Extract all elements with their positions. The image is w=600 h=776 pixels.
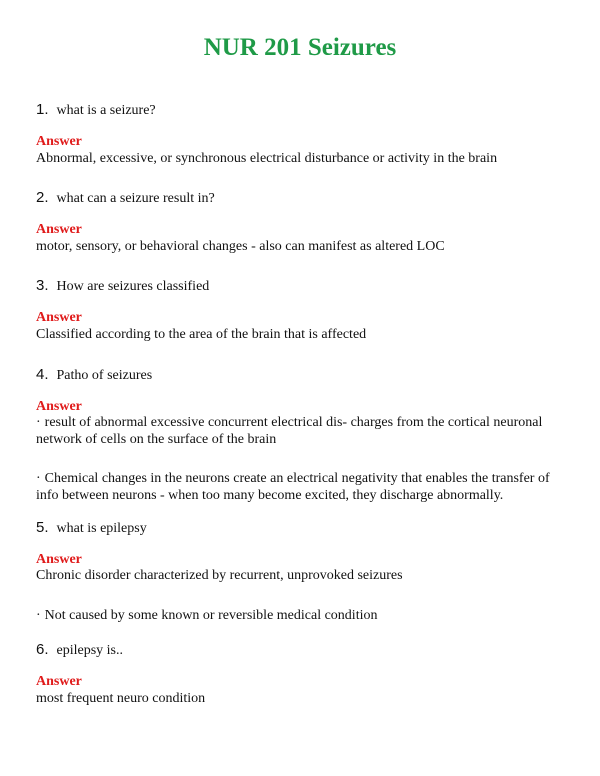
question-text: what is a seizure? xyxy=(56,103,156,118)
question-text: what is epilepsy xyxy=(56,521,147,536)
answer-line: most frequent neuro condition xyxy=(36,691,206,706)
answer-line: motor, sensory, or behavioral changes - also can manifest as altered LOC xyxy=(36,239,445,254)
question-number: 5. xyxy=(36,519,49,536)
answer-line: Classified according to the area of the brain that is affected xyxy=(36,327,367,342)
bullet-icon: · xyxy=(36,608,41,623)
question-5 xyxy=(36,520,147,537)
question-text: Patho of seizures xyxy=(56,368,153,383)
answer-label: Answer xyxy=(36,310,82,325)
answer-text xyxy=(36,567,556,584)
answer-label: Answer xyxy=(36,399,82,414)
answer-text xyxy=(36,414,556,448)
question-6 xyxy=(36,642,123,659)
page-title: NUR 201 Seizures xyxy=(203,34,397,61)
question-number: 3. xyxy=(36,277,49,294)
bullet-icon: · xyxy=(36,415,41,430)
question-3 xyxy=(36,278,209,295)
answer-label: Answer xyxy=(36,222,82,237)
answer-text xyxy=(36,607,556,624)
answer-label: Answer xyxy=(36,552,82,567)
answer-text xyxy=(36,238,556,255)
question-2 xyxy=(36,190,215,207)
question-number: 1. xyxy=(36,101,49,118)
answer-text xyxy=(36,150,556,167)
answer-line: Not caused by some known or reversible medical condition xyxy=(44,608,378,623)
answer-label: Answer xyxy=(36,134,82,149)
question-number: 6. xyxy=(36,641,49,658)
answer-text xyxy=(36,690,556,707)
question-number: 2. xyxy=(36,189,49,206)
answer-line: result of abnormal excessive concurrent electrical dis- charges from the cortical neuronal network of cells on the surface of the brain xyxy=(36,415,543,447)
question-text: How are seizures classified xyxy=(56,279,210,294)
answer-line: Chemical changes in the neurons create an electrical negativity that enables the transfer of info between neurons - when too many become excited, they discharge abnormally. xyxy=(36,471,550,503)
answer-line: Abnormal, excessive, or synchronous electrical disturbance or activity in the brain xyxy=(36,151,498,166)
question-text: what can a seizure result in? xyxy=(56,191,215,206)
answer-line: Chronic disorder characterized by recurrent, unprovoked seizures xyxy=(36,568,403,583)
bullet-icon: · xyxy=(36,471,41,486)
answer-label: Answer xyxy=(36,674,82,689)
question-number: 4. xyxy=(36,366,49,383)
question-4 xyxy=(36,367,152,384)
question-1 xyxy=(36,102,156,119)
question-text: epilepsy is.. xyxy=(56,643,124,658)
answer-text xyxy=(36,326,556,343)
answer-text xyxy=(36,470,556,504)
